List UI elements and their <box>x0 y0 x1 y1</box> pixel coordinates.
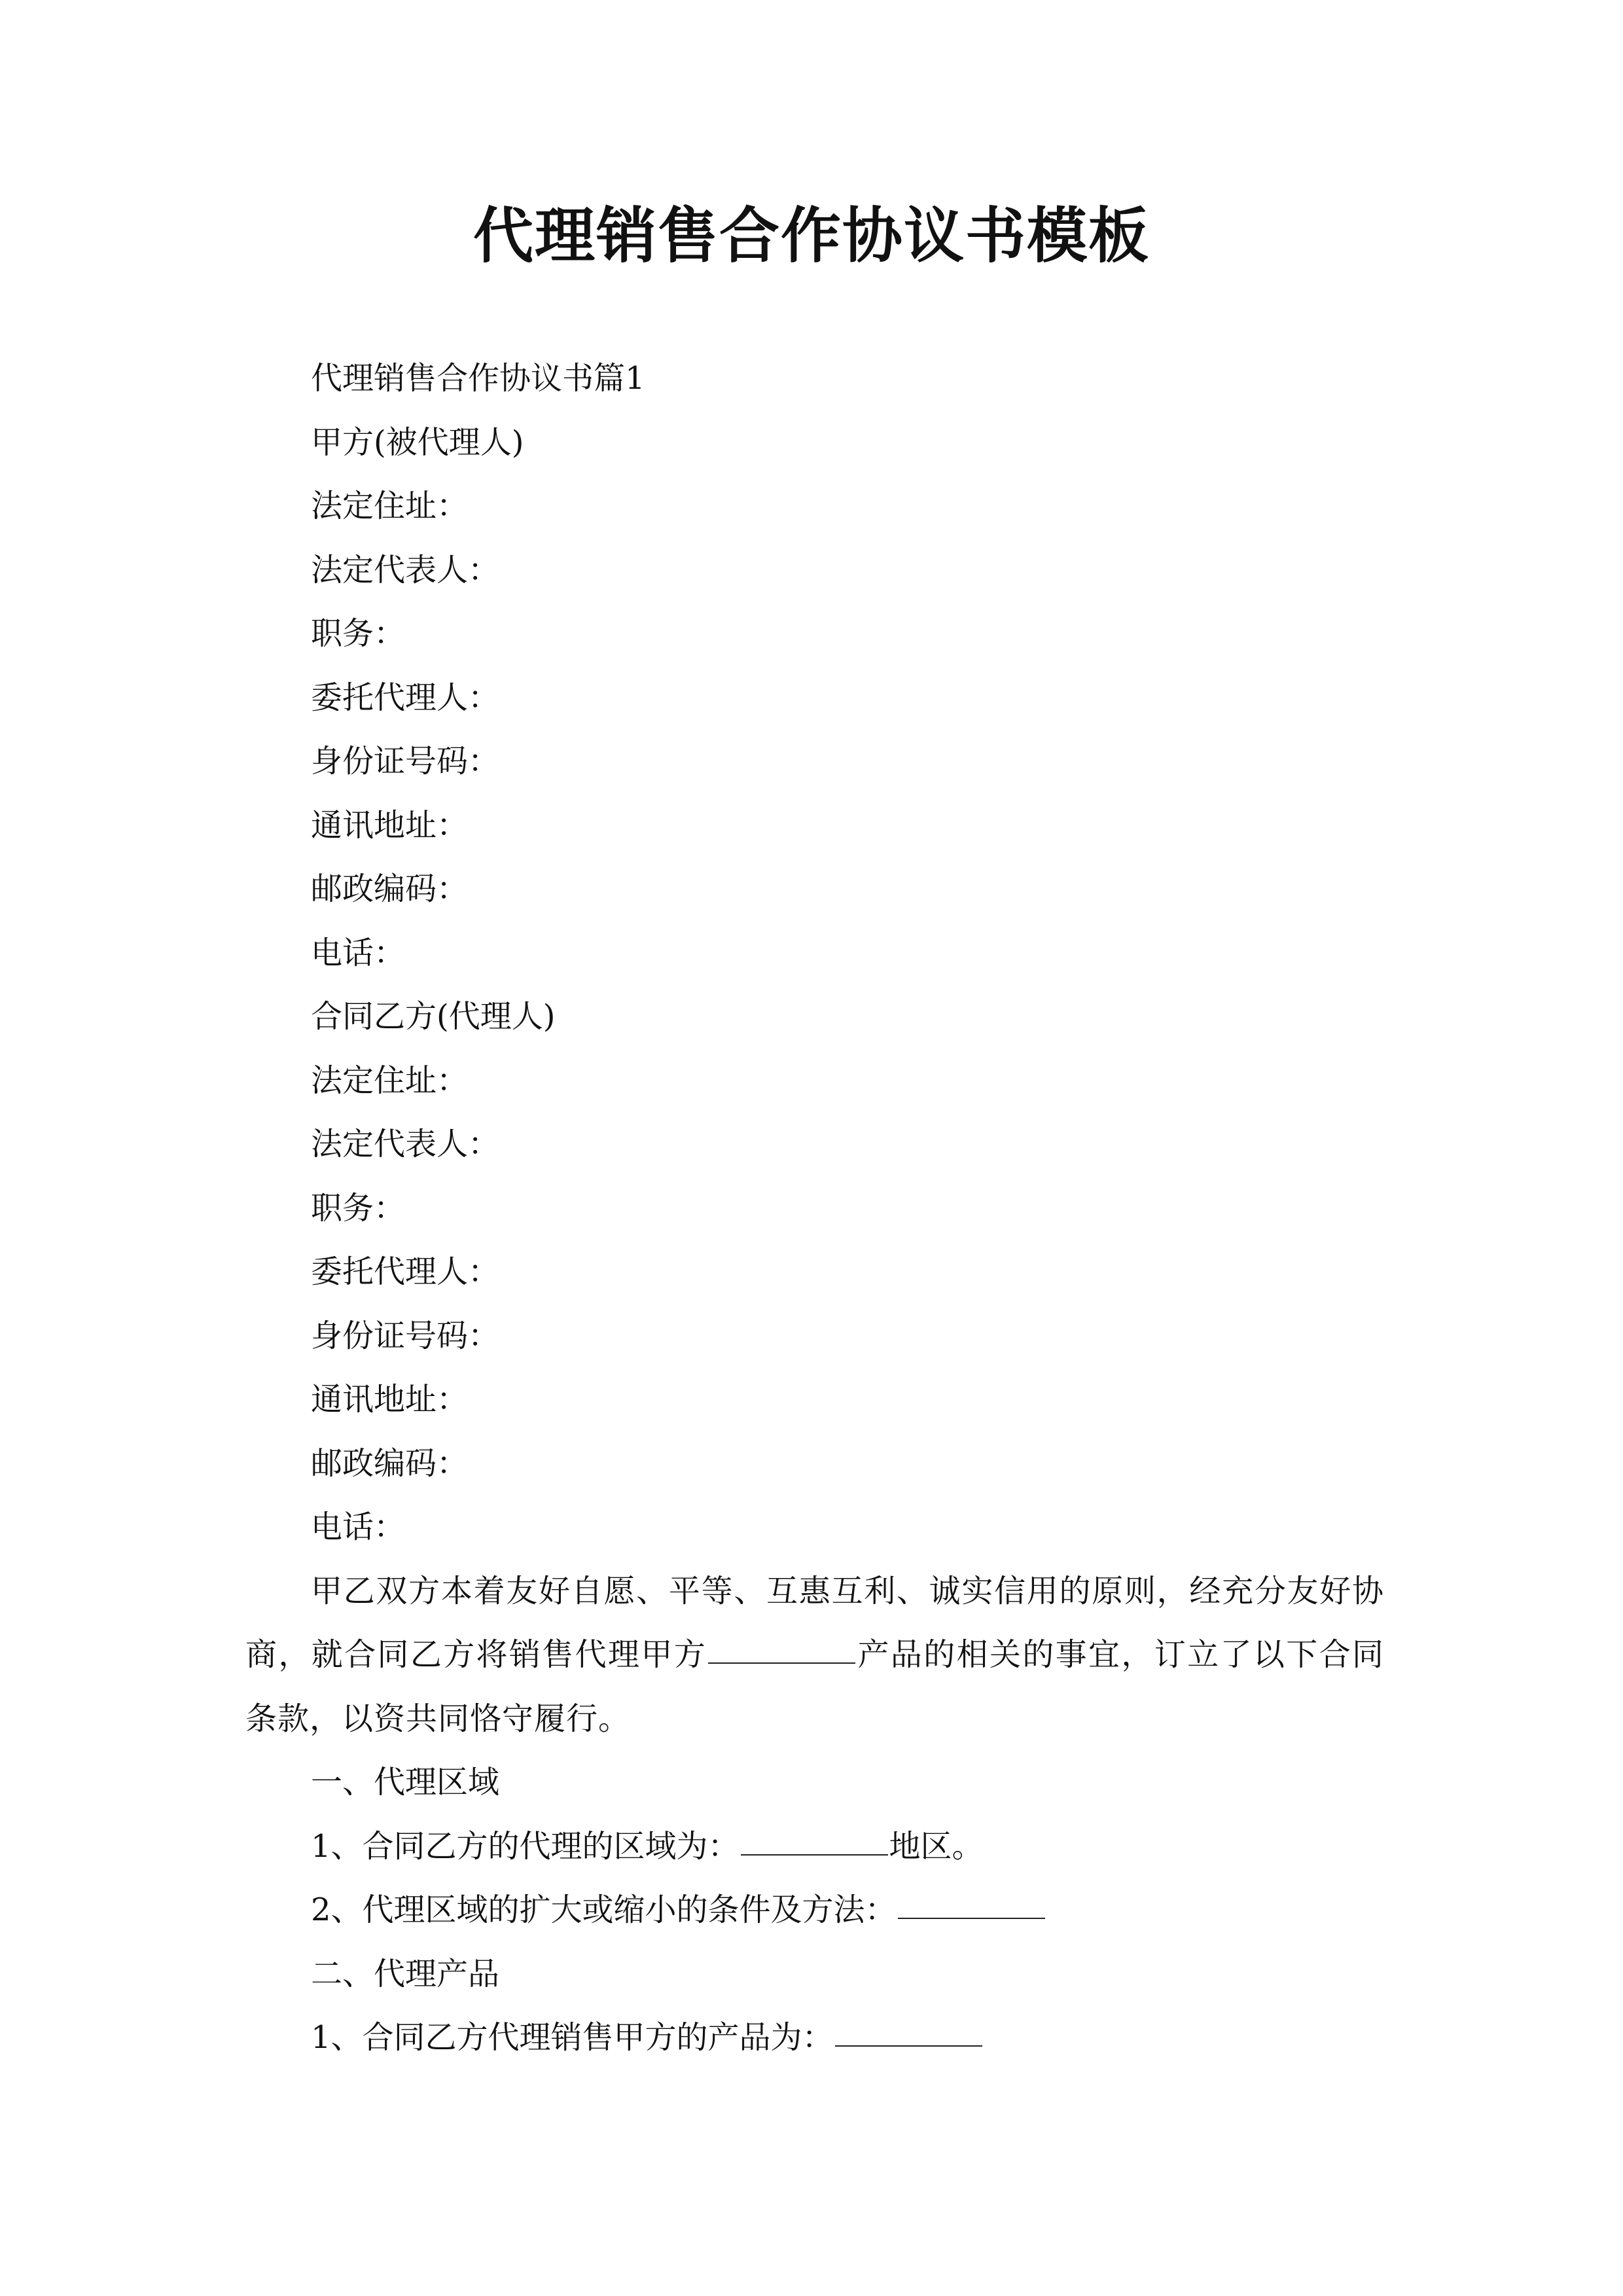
clause-2-item-1 <box>245 2006 1384 2070</box>
party-a-field: 电话： <box>311 934 406 971</box>
intro-paragraph <box>245 1560 1384 1751</box>
intro-text-part2: 产品的相关的事宜，订立了以下合同条款，以资共同恪守履行。 <box>245 1636 1384 1737</box>
party-a-field: 委托代理人： <box>311 679 500 716</box>
party-b-field: 职务： <box>311 1189 406 1227</box>
party-b-field: 电话： <box>311 1509 406 1545</box>
section-heading: 代理销售合作协议书篇1 <box>311 360 645 397</box>
blank-line <box>708 1662 855 1664</box>
party-b-field: 委托代理人： <box>311 1253 500 1290</box>
clause-1-heading: 一、代理区域 <box>311 1764 500 1801</box>
clause-1-item-2-prefix: 2、代理区域的扩大或缩小的条件及方法： <box>311 1892 897 1928</box>
clause-1-item-2 <box>245 1878 1384 1943</box>
party-a-field: 身份证号码： <box>311 743 500 780</box>
party-b-field: 邮政编码： <box>311 1444 469 1482</box>
document-title: 代理销售合作协议书模板 <box>473 200 1150 271</box>
document-body <box>245 347 1384 2070</box>
party-a-field: 通讯地址： <box>311 806 469 844</box>
party-b-field: 法定住址： <box>311 1062 469 1099</box>
party-a-field: 法定住址： <box>311 488 469 524</box>
party-a-field: 法定代表人： <box>311 551 500 588</box>
party-a-field: 职务： <box>311 615 406 652</box>
clause-2-item-1-prefix: 1、合同乙方代理销售甲方的产品为： <box>311 2019 834 2056</box>
clause-1-item-1-prefix: 1、合同乙方的代理的区域为： <box>311 1827 740 1865</box>
clause-2-heading: 二、代理产品 <box>311 1955 500 1992</box>
clause-1-item-1 <box>245 1815 1384 1879</box>
blank-line <box>835 2045 982 2047</box>
party-b-field: 身份证号码： <box>311 1317 500 1354</box>
party-a-heading: 甲方(被代理人) <box>311 423 524 461</box>
blank-line <box>898 1918 1045 1919</box>
party-b-field: 通讯地址： <box>311 1381 469 1418</box>
intro-text-part1: 甲乙双方本着友好自愿、平等、互惠互利、诚实信用的原则，经充分友好协商，就合同乙方将销售代理甲方 <box>245 1572 1384 1673</box>
party-b-field: 法定代表人： <box>311 1126 500 1162</box>
party-a-field: 邮政编码： <box>311 870 469 907</box>
blank-line <box>741 1854 888 1856</box>
clause-1-item-1-suffix: 地区。 <box>889 1827 984 1865</box>
party-b-heading: 合同乙方(代理人) <box>311 998 556 1035</box>
